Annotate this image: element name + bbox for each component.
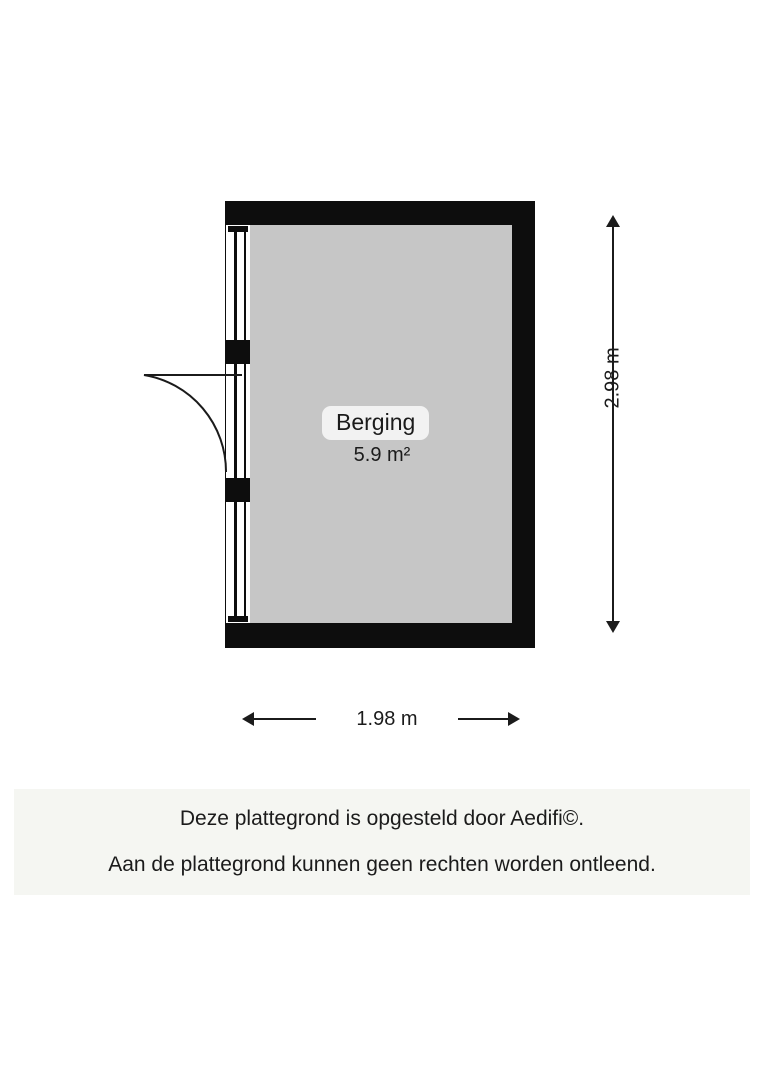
vertical-dimension-label: 2.98 m: [601, 347, 624, 409]
horizontal-dimension-label: 1.98 m: [316, 708, 458, 731]
window-cap-top: [228, 226, 248, 232]
disclaimer-line-2: Aan de plattegrond kunnen geen rechten worden ontleend.: [108, 853, 656, 876]
arrow-down-icon: [606, 621, 620, 633]
room-name-label: Berging: [322, 406, 429, 440]
room-area-label: 5.9 m²: [353, 444, 411, 466]
arrow-right-icon: [508, 712, 520, 726]
arrow-up-icon: [606, 215, 620, 227]
disclaimer-line-1: Deze plattegrond is opgesteld door Aedifi©.: [179, 807, 585, 830]
window-pane-line-inner: [244, 228, 246, 620]
disclaimer-panel: [14, 789, 750, 895]
window-cap-bottom: [228, 616, 248, 622]
door-swing-icon: [134, 360, 244, 500]
vertical-dimension-line: [612, 222, 614, 626]
arrow-left-icon: [242, 712, 254, 726]
